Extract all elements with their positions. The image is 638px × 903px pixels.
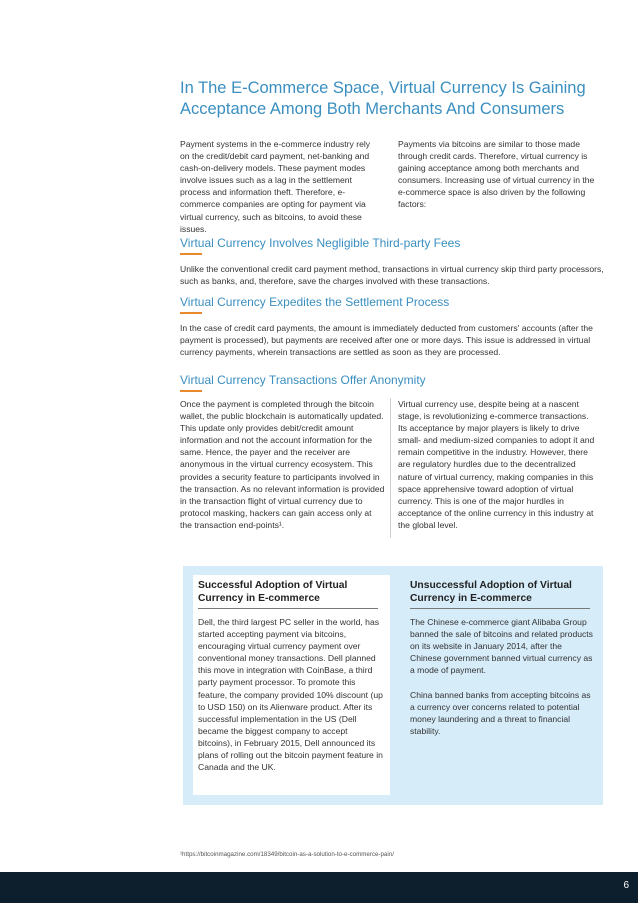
section-settlement-body: In the case of credit card payments, the amount is immediately deducted from customers' accounts (after the payment is processed), but payments are received after one or more days. This issue is addressed in virtual currency payments, wherein transactions are settled as soon as they are processed. xyxy=(180,323,593,358)
section-anonymity-right: Virtual currency use, despite being at a nascent stage, is revolutionizing e-commerce transactions. Its acceptance by major players is likely to drive small- and medium-sized companies to adopt it and remain competitive in the industry. However, there are regulatory hurdles due to the decentralized nature of virtual currency, making companies in this space apprehensive toward adoption of virtual currency. This is one of the major hurdles in acceptance of the online currency in this industry at the global level. xyxy=(398,399,595,530)
success-title-rule xyxy=(198,608,378,609)
intro-right-paragraph: Payments via bitcoins are similar to those made through credit cards. Therefore, virtual currency is gaining acceptance among both merchants and consumers. Increasing use of virtual currency in the e-commerce space is also driven by the following factors: xyxy=(398,139,595,210)
intro-left-paragraph: Payment systems in the e-commerce industry rely on the credit/debit card payment, net-banking and cash-on-delivery models. These payment modes involve issues such as a lag in the settlement process and information theft. Therefore, e-commerce companies are opting for payment via virtual currency, such as bitcoins, to avoid these issues. xyxy=(180,139,371,234)
section-fees-body: Unlike the conventional credit card payment method, transactions in virtual currency skip third party processors, such as banks, and, therefore, save the charges involved with these transactions. xyxy=(180,264,604,287)
failure-body-2: China banned banks from accepting bitcoins as a currency over concerns related to potential money laundering and a threat to financial stability. xyxy=(410,690,591,737)
section-heading-settlement: Virtual Currency Expedites the Settlement Process xyxy=(180,295,450,309)
failure-body-1: The Chinese e-commerce giant Alibaba Group banned the sale of bitcoins and related products on its website in January 2014, after the Chinese government banned virtual currency as a mode of payment. xyxy=(410,617,593,676)
section-accent-bar xyxy=(180,390,202,392)
section-heading-fees: Virtual Currency Involves Negligible Third-party Fees xyxy=(180,236,461,250)
footer-bar xyxy=(0,872,638,903)
column-divider xyxy=(390,398,391,538)
page-title: In The E-Commerce Space, Virtual Currency Is Gaining Acceptance Among Both Merchants And Consumers xyxy=(180,79,586,118)
section-anonymity-left: Once the payment is completed through the bitcoin wallet, the public blockchain is automatically updated. This update only provides debit/credit amount information and not the account information for the same. Hence, the payer and the receiver are anonymous in the virtual currency ecosystem. This provides a security feature to participants involved in the transaction. As no relevant information is provided in the transaction flight of virtual currency due to protocol masking, hackers can gain access only at the transaction end-points¹. xyxy=(180,399,385,530)
section-accent-bar xyxy=(180,253,202,255)
section-heading-anonymity: Virtual Currency Transactions Offer Anonymity xyxy=(180,373,426,387)
success-body: Dell, the third largest PC seller in the world, has started accepting payment via bitcoins, encouraging virtual currency payment over conventional money transactions. Dell planned this move in integration with CoinBase, a third party payment processor. To promote this feature, the company provided 10% discount (up to USD 150) on its Alienware product. After its successful implementation in the US (Dell became the biggest company to accept bitcoins), in February 2015, Dell announced its plans of rolling out the bitcoin payment feature in Canada and the UK. xyxy=(198,617,383,773)
page-number: 6 xyxy=(623,880,629,891)
footnote: ¹https://bitcoinmagazine.com/18349/bitcoin-as-a-solution-to-e-commerce-pain/ xyxy=(180,851,394,858)
failure-title: Unsuccessful Adoption of Virtual Currency in E-commerce xyxy=(410,580,572,604)
success-title: Successful Adoption of Virtual Currency in E-commerce xyxy=(198,580,348,604)
failure-title-rule xyxy=(410,608,590,609)
section-accent-bar xyxy=(180,312,202,314)
